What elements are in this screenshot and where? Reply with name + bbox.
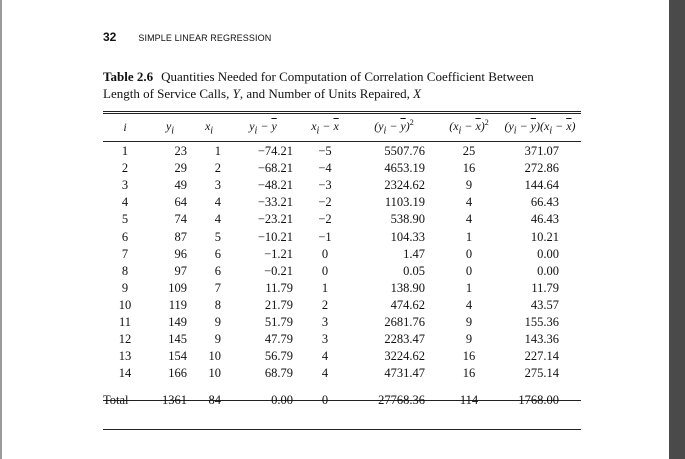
col-header-x-dev-sq: $(x_i - \overline{x})^2$ [449,118,489,137]
table-cell: 16 [462,349,476,364]
table-row [103,246,581,263]
page-number: 32 [103,30,117,44]
table-cell: 25 [462,144,476,159]
table-cell: 16 [462,366,476,381]
table-cell: 9 [214,332,221,347]
table-cell: 3 [321,314,329,329]
table-cell: 272.86 [524,161,559,176]
table-top-rule-second [103,113,581,114]
table-cell: 1.47 [403,246,425,261]
table-cell: 9 [465,332,473,347]
table-cell: 3224.62 [384,349,425,364]
table-cell: 43.57 [530,297,559,312]
table-cell: 51.79 [264,314,293,329]
table-cell: 3 [121,178,129,193]
table-cell: −48.21 [257,178,293,193]
table-cell: 3 [214,178,221,193]
table-cell: 5507.76 [384,144,425,159]
table-cell: 1 [214,144,221,159]
table-cell: 4 [214,195,221,210]
table-cell: 2324.62 [384,178,425,193]
table-cell: 10 [208,349,221,364]
table-cell: 1 [121,144,129,159]
table-cell: 149 [168,314,187,329]
table-row [103,365,581,382]
table-cell: 0.05 [403,263,425,278]
table-cell: −3 [318,178,332,193]
table-cell: 7 [214,280,221,295]
total-cell: 1768.00 [518,392,559,407]
table-cell: 145 [168,332,187,347]
left-edge-shadow [0,0,2,459]
table-cell: 371.07 [524,144,559,159]
table-cell: 119 [168,297,187,312]
table-cell: 138.90 [390,280,425,295]
table-cell: 4731.47 [384,366,425,381]
table-cell: 21.79 [264,297,293,312]
table-row [103,348,581,365]
col-header-product: $(y_i - \overline{y})(x_i - \overline{x})$ [504,118,576,137]
table-cell: −0.21 [264,263,293,278]
table-cell: 0 [321,246,329,261]
table-cell: 11.79 [265,280,293,295]
table-row [103,177,581,194]
table-cell: −4 [318,161,332,176]
table-cell: 227.14 [524,349,559,364]
total-cell: 84 [208,392,221,407]
table-row [103,228,581,245]
table-cell: 109 [168,280,187,295]
table-cell: −23.21 [257,212,293,227]
table-cell: 9 [465,314,473,329]
table-cell: 4 [465,195,473,210]
table-cell: −2 [318,195,332,210]
table-cell: 97 [174,263,187,278]
table-row [103,140,581,160]
table-cell: 143.36 [524,332,559,347]
total-cell: 0 [321,392,329,407]
table-row [103,194,581,211]
table-cell: 9 [465,178,473,193]
table-cell: −2 [318,212,332,227]
table-cell: 8 [121,263,129,278]
table-cell: 4 [321,349,329,364]
table-cell: 10 [118,297,132,312]
table-label: Table 2.6 [103,69,154,84]
table-cell: 2283.47 [384,332,425,347]
table-header [103,115,581,140]
table-cell: 9 [214,314,221,329]
header-row [103,115,581,140]
col-header-x-dev: $x_i - \overline{x}$ [311,118,339,137]
table-cell: 0.00 [537,246,559,261]
col-header-y-dev-sq: $(y_i - \overline{y})^2$ [374,118,414,137]
table-cell: 11.79 [531,280,559,295]
table-cell: 6 [214,263,221,278]
table-cell: 2 [321,297,329,312]
table-cell: 166 [168,366,187,381]
table-cell: 23 [174,144,187,159]
table-row [103,297,581,314]
table-cell: 64 [174,195,187,210]
table-cell: 4 [465,212,473,227]
table-top-rule [103,111,581,112]
table-cell: 474.62 [390,297,425,312]
col-header-y: $y_i$ [165,118,175,137]
table-cell: 538.90 [390,212,425,227]
table-cell: 0 [465,263,473,278]
table-cell: 16 [462,161,476,176]
table-cell: 4653.19 [384,161,425,176]
table-cell: 1103.19 [384,195,425,210]
table-row [103,280,581,297]
table-cell: 96 [174,246,187,261]
col-header-y-dev: $y_i - \overline{y}$ [249,118,277,137]
table-bottom-rule [103,429,581,430]
table-cell: 49 [174,178,187,193]
table-cell: 47.79 [264,332,293,347]
table-cell: 4 [321,366,329,381]
right-edge-shadow [669,0,685,459]
table-cell: 4 [121,195,129,210]
table-cell: 6 [121,229,129,244]
caption-var-y: Y [232,86,240,101]
table-cell: 2 [121,161,129,176]
table-cell: 275.14 [524,366,559,381]
table-body [103,140,581,382]
table-cell: 155.36 [524,314,559,329]
table-cell: 66.43 [530,195,559,210]
table-cell: 14 [118,366,132,381]
table-cell: 154 [168,349,187,364]
total-row [103,382,581,414]
table-cell: 1 [465,229,473,244]
total-cell: Total [103,392,129,407]
table-cell: 7 [121,246,129,261]
table-cell: 0.00 [537,263,559,278]
table-cell: −68.21 [257,161,293,176]
col-header-x: $x_i$ [204,118,214,137]
table-cell: 4 [214,212,221,227]
total-cell: 27768.36 [378,392,425,407]
caption-var-x: X [413,86,422,101]
total-cell: 1361 [162,392,187,407]
table-cell: 5 [214,229,221,244]
table-cell: 56.79 [264,349,293,364]
table-cell: 2 [214,161,221,176]
table-cell: 9 [121,280,129,295]
table-row [103,211,581,228]
table-cell: 10 [208,366,221,381]
table-cell: 11 [118,314,132,329]
page-header [103,30,271,44]
table-cell: −10.21 [257,229,293,244]
table-cell: 104.33 [390,229,425,244]
table-row [103,331,581,348]
table-cell: 0 [321,263,329,278]
table-cell: 3 [321,332,329,347]
table-row [103,263,581,280]
table-cell: 87 [174,229,187,244]
table-cell: 2681.76 [384,314,425,329]
table-cell: 8 [214,297,221,312]
table-cell: 10.21 [530,229,559,244]
table-footer [103,382,581,414]
table-cell: −1.21 [264,246,293,261]
table-cell: 68.79 [264,366,293,381]
table-cell: 46.43 [530,212,559,227]
table-row [103,160,581,177]
table-cell: 1 [465,280,473,295]
table-cell: 144.64 [524,178,559,193]
table-cell: 1 [321,280,329,295]
table-cell: 4 [465,297,473,312]
table-cell: 5 [121,212,129,227]
table-cell: −1 [318,229,332,244]
data-table [103,115,581,414]
table-cell: −74.21 [257,144,293,159]
table-cell: 13 [118,349,132,364]
col-header-i: i [123,120,127,134]
table-cell: 74 [174,212,187,227]
total-cell: 0.00 [271,392,293,407]
table-cell: 12 [118,332,132,347]
table-cell: 29 [174,161,187,176]
caption-text-2: , and Number of Units Repaired, [239,86,414,101]
table-cell: 6 [214,246,221,261]
total-cell: 114 [459,392,479,407]
caption-text-1: Quantities Needed for Computation of Correlation Coefficient Between Length of Service Calls, [103,69,534,101]
table-caption [103,68,573,102]
table-cell: 0 [465,246,473,261]
table-cell: −5 [318,144,332,159]
table-row [103,314,581,331]
running-head: SIMPLE LINEAR REGRESSION [138,33,272,43]
table-cell: −33.21 [257,195,293,210]
